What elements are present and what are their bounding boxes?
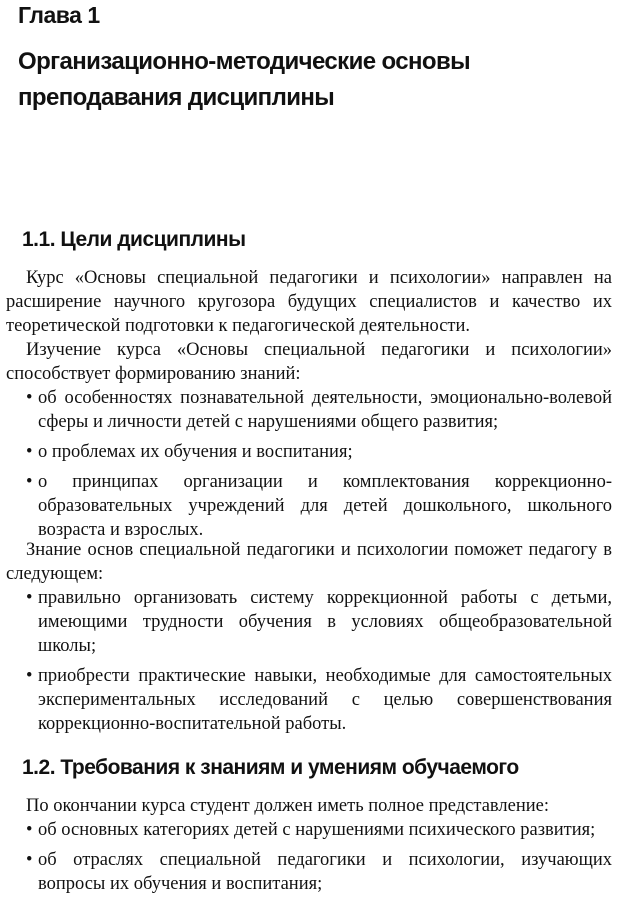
bullet-icon: • [26,442,33,462]
section-1-heading: 1.1. Цели дисциплины [22,228,246,251]
list-item-text: правильно организовать систему коррекционной работы с детьми, имеющими трудности обучения в условиях общеобразовательной школы; [38,588,612,656]
list-item [6,470,612,542]
section-1-bullet-list-1 [6,386,612,548]
list-item-text: о проблемах их обучения и воспитания; [38,442,353,462]
section-1-paragraph-3: Знание основ специальной педагогики и психологии поможет педагогу в следующем: [6,540,612,584]
list-item-text: об основных категориях детей с нарушениями психического развития; [38,820,596,840]
section-1-paragraph-1: Курс «Основы специальной педагогики и психологии» направлен на расширение научного кругозора будущих специалистов и качество их теоретической подготовки к педагогической деятельности. [6,268,612,336]
list-item [6,440,612,464]
section-2-paragraph-1: По окончании курса студент должен иметь полное представление: [26,796,549,816]
section-1-paragraph-2: Изучение курса «Основы специальной педагогики и психологии» способствует формированию знаний: [6,340,612,384]
chapter-title: Организационно-методические основы преподавания дисциплины [18,48,471,111]
list-item [6,586,612,658]
section-2-heading: 1.2. Требования к знаниям и умениям обучаемого [22,756,519,779]
list-item-text: об особенностях познавательной деятельности, эмоционально-волевой сферы и личности детей с нарушениями общего развития; [38,388,612,432]
list-item [6,848,612,896]
bullet-icon: • [26,388,33,408]
bullet-icon: • [26,472,33,492]
bullet-icon: • [26,820,33,840]
section-1-bullet-list-2 [6,586,612,742]
list-item [6,818,612,842]
bullet-icon: • [26,666,33,686]
list-item-text: об отраслях специальной педагогики и психологии, изучающих вопросы их обучения и воспитания; [38,850,612,894]
list-item [6,386,612,434]
list-item-text: о принципах организации и комплектования коррекционно-образовательных учреждений для детей дошкольного, школьного возраста и взрослых. [38,472,612,540]
section-2-bullet-list [6,818,612,902]
list-item [6,664,612,736]
bullet-icon: • [26,588,33,608]
list-item-text: приобрести практические навыки, необходимые для самостоятельных экспериментальных исследований с целью совершенствования коррекционно-воспитательной работы. [38,666,612,734]
bullet-icon: • [26,850,33,870]
chapter-label: Глава 1 [18,2,100,28]
